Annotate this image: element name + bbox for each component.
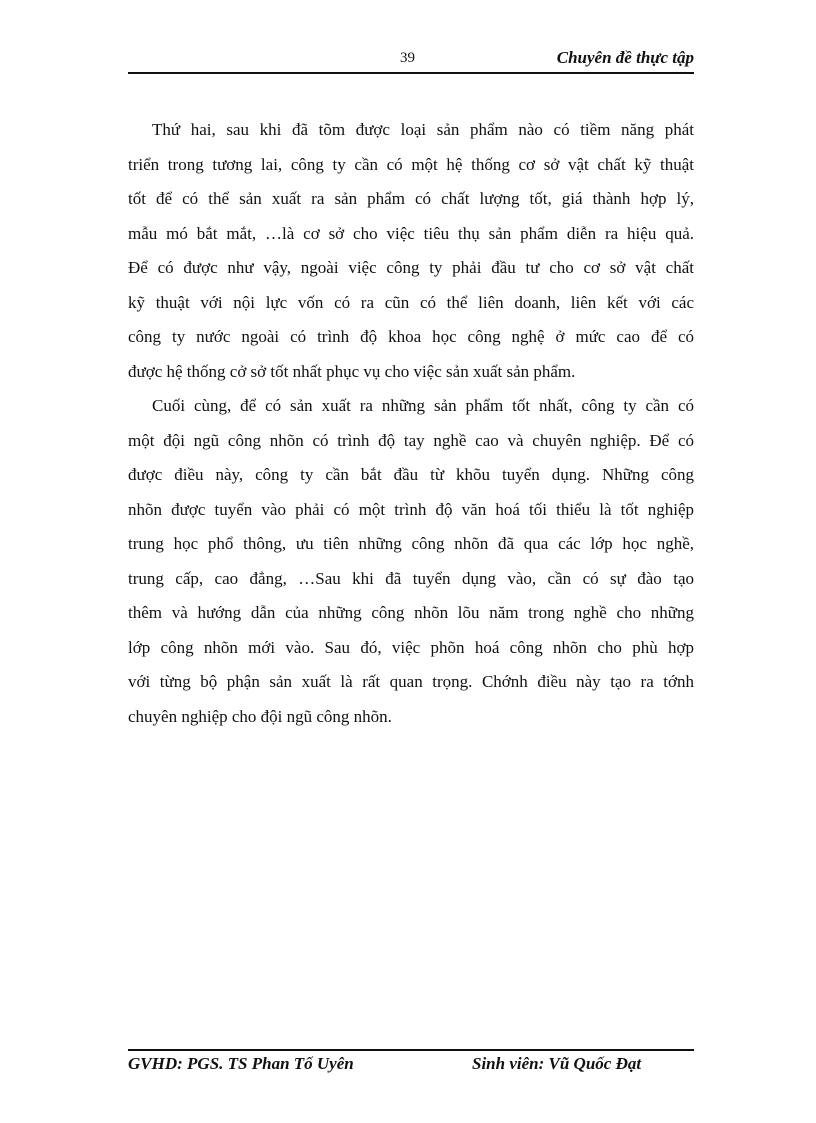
paragraph-2	[128, 389, 694, 734]
text-line: được điều này, công ty cần bắt đầu từ khõu tuyển dụng. Những công	[128, 465, 694, 484]
text-line: mẫu mó bắt mắt, …là cơ sở cho việc tiêu thụ sản phẩm diễn ra hiệu quả.	[128, 223, 694, 243]
page-number: 39	[400, 50, 415, 66]
text-line: tốt để có thể sản xuất ra sản phẩm có chất lượng tốt, giá thành hợp lý,	[128, 189, 694, 208]
text-line: được hệ thống cở sở tốt nhất phục vụ cho việc sản xuất sản phẩm.	[128, 361, 576, 381]
text-line: lớp công nhõn mới vào. Sau đó, việc phõn hoá công nhõn cho phù hợp	[128, 637, 694, 657]
text-line: một đội ngũ công nhõn có trình độ tay nghề cao và chuyên nghiệp. Để có	[128, 430, 694, 450]
text-line: chuyên nghiệp cho đội ngũ công nhõn.	[128, 706, 392, 726]
text-line: công ty nước ngoài có trình độ khoa học công nghệ ở mức cao để có	[128, 327, 694, 346]
student-name: Sinh viên: Vũ Quốc Đạt	[472, 1054, 642, 1073]
advisor-name: GVHD: PGS. TS Phan Tố Uyên	[128, 1054, 354, 1073]
text-line: triển trong tương lai, công ty cần có một hệ thống cơ sở vật chất kỹ thuật	[128, 154, 694, 174]
page-header	[128, 46, 694, 72]
text-line: Thứ hai, sau khi đã tõm được loại sản phẩm nào có tiềm năng phát	[152, 120, 694, 139]
text-line: thêm và hướng dẫn của những công nhõn lõu năm trong nghề cho những	[128, 603, 694, 622]
paragraph-1	[128, 113, 694, 389]
document-title: Chuyên đề thực tập	[556, 48, 694, 67]
text-line: Cuối cùng, để có sản xuất ra những sản phẩm tốt nhất, công ty cần có	[152, 396, 694, 415]
footer-divider	[128, 1049, 694, 1051]
text-line: với từng bộ phận sản xuất là rất quan trọng. Chớnh điều này tạo ra tớnh	[128, 672, 694, 691]
text-line: kỹ thuật với nội lực vốn có ra cũn có thể liên doanh, liên kết với các	[128, 292, 694, 312]
text-line: trung cấp, cao đẳng, …Sau khi đã tuyển dụng vào, cần có sự đào tạo	[128, 568, 694, 588]
text-line: Để có được như vậy, ngoài việc công ty phải đầu tư cho cơ sở vật chất	[128, 258, 694, 277]
body-text	[128, 113, 694, 734]
text-line: trung học phổ thông, ưu tiên những công nhõn đã qua các lớp học nghề,	[128, 534, 694, 553]
page-footer	[128, 1054, 694, 1078]
header-divider	[128, 72, 694, 74]
text-line: nhõn được tuyển vào phải có một trình độ văn hoá tối thiểu là tốt nghiệp	[128, 499, 694, 519]
